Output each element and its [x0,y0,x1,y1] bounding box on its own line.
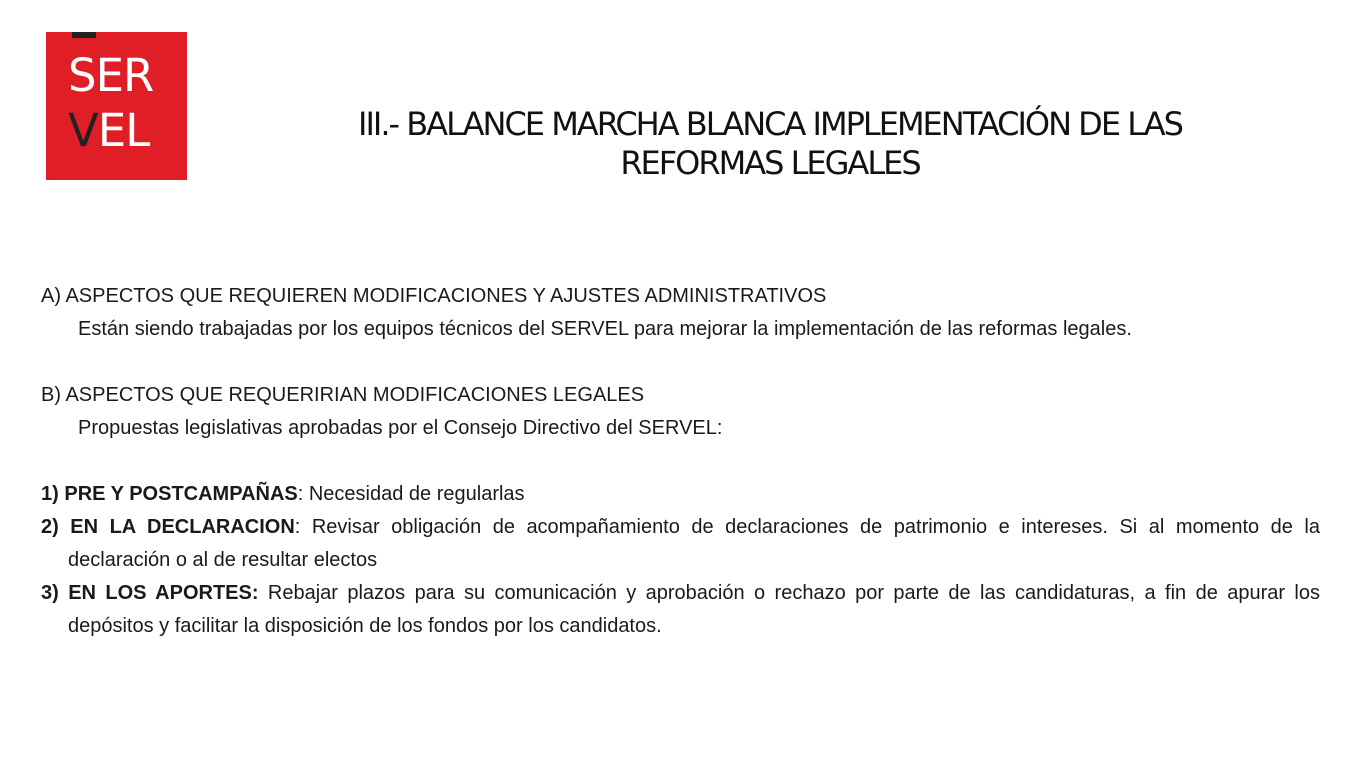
logo-text-line1: SER [68,49,154,102]
slide-title-line1: III.- BALANCE MARCHA BLANCA IMPLEMENTACIÓN DE LAS [358,105,1182,143]
logo-letters-el: EL [97,104,150,157]
section-a-heading: A) ASPECTOS QUE REQUIEREN MODIFICACIONES Y AJUSTES ADMINISTRATIVOS [41,285,827,307]
section-b-heading: B) ASPECTOS QUE REQUERIRIAN MODIFICACIONES LEGALES [41,384,645,406]
logo-letter-v: V [68,104,98,157]
slide-title [240,105,1300,183]
section-a-body: Están siendo trabajadas por los equipos técnicos del SERVEL para mejorar la implementación de las reformas legales. [78,318,1132,340]
list-item-number: 2) [41,516,59,538]
spacer [41,445,1320,478]
list-item-label: EN LOS APORTES: [68,582,259,604]
list-item-text: : Revisar obligación de acompañamiento de declaraciones de patrimonio e intereses. Si al momento de la declaración o al de resultar electos [68,516,1320,571]
list-item-text: Rebajar plazos para su comunicación y aprobación o rechazo por parte de las candidaturas, a fin de apurar los depósitos y facilitar la disposición de los fondos por los candidatos. [68,582,1321,637]
list-item [41,478,1320,511]
list-item-number: 3) [41,582,59,604]
list-item [41,511,1320,577]
spacer [41,346,1320,379]
list-item-label: PRE Y POSTCAMPAÑAS [64,483,298,505]
section-b-body: Propuestas legislativas aprobadas por el Consejo Directivo del SERVEL: [78,417,723,439]
servel-logo [46,32,187,180]
slide-title-line2: REFORMAS LEGALES [620,144,920,182]
list-item [41,577,1320,643]
slide-content [41,280,1320,643]
logo-accent-bar [72,32,96,38]
list-item-number: 1) [41,483,59,505]
list-item-text: : Necesidad de regularlas [297,483,525,505]
logo-text-line2 [68,104,150,157]
list-item-label: EN LA DECLARACION [70,516,295,538]
